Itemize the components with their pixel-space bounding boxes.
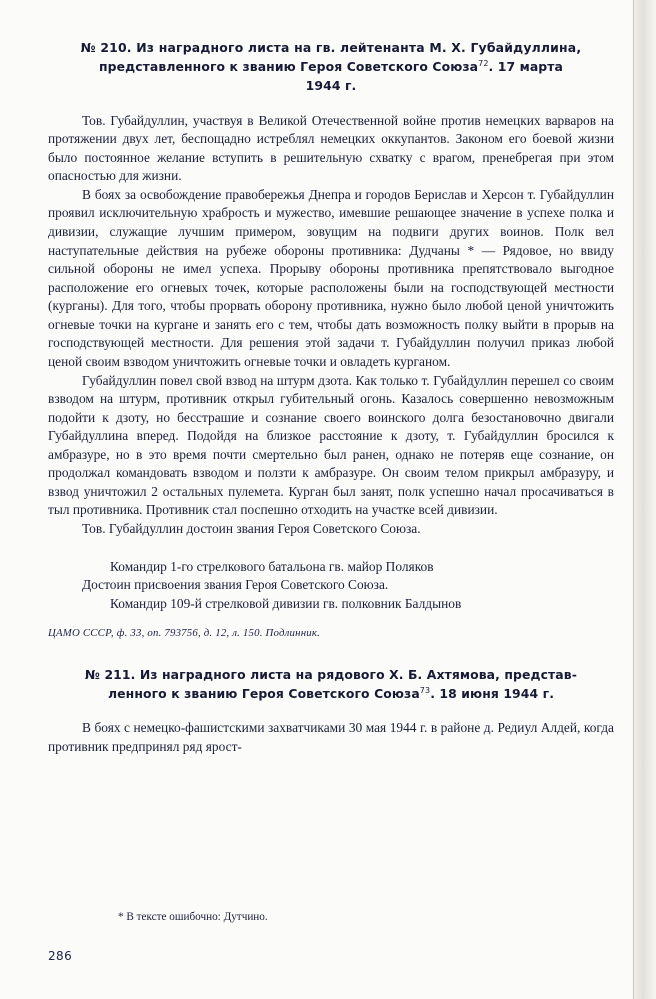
document-211-block [48, 665, 614, 757]
document-211-heading-line-2-tail: . 18 июня 1944 г. [430, 686, 555, 702]
document-210-heading-line-2-tail: . 17 марта [488, 59, 564, 75]
signature-line-commander-battalion: Командир 1-го стрелкового батальона гв. майор Поляков [110, 558, 434, 574]
signature-line-award-confirmation: Достоин присвоения звания Героя Советского Союза. [82, 577, 389, 593]
footnote-marker-73: 73 [419, 685, 431, 695]
footnote-text: * В тексте ошибочно: Дутчино. [118, 911, 268, 923]
page-number: 286 [48, 949, 73, 963]
document-210-signatures [48, 549, 614, 614]
scan-edge-shadow [634, 0, 656, 999]
document-210-source-reference: ЦАМО СССР, ф. 33, оп. 793756, д. 12, л. 150. Подлинник. [48, 626, 321, 639]
document-211-heading-line-2: ленного к званию Героя Советского Союза [107, 686, 420, 702]
scan-edge-line [633, 0, 634, 999]
document-210-heading-line-1: № 210. Из наградного листа на гв. лейтенанта М. Х. Губайдуллина, [80, 40, 582, 55]
document-210-paragraph-3: Губайдуллин повел свой взвод на штурм дзота. Как только т. Губайдуллин перешел со своим взводом на штурм, противник открыл губительный огонь. Казалось совершенно невозможным подойти к дзоту, но бесстрашие и сознание своего воинского долга безостановочно двигали Губайдуллина вперед. Подойдя на близкое расстояние к дзоту, т. Губайдуллин бросился к амбразуре, но в это время почти смертельно был ранен, однако не потеряв еще сознание, он продолжал командовать взводом и ползти к амбразуре. Он своим телом прикрыл амбразуру, и взвод уничтожил 2 остальных пулемета. Курган был занят, полк успешно начал просачиваться в тыл противника. Противник стал поспешно отходить на участке всей дивизии. [48, 372, 614, 518]
page-content [48, 38, 614, 756]
document-210-paragraph-2: В боях за освобождение правобережья Днепра и городов Берислав и Херсон т. Губайдуллин проявил исключительную храбрость и мужество, имевшие решающее значение в успехе полка и дивизии, служащие лучшим примером, зовущим на подвиги других воинов. Полк вел наступательные действия на рубеже обороны противника: Дудчаны * — Рядовое, но ввиду сильной обороны не имел успеха. Прорыву обороны противника препятствовало выгодное расположение его огневых точек, которые расположены были на господствующей местности (курганы). Для того, чтобы прорвать оборону противника, нужно было любой ценой уничтожить огневые точки на кургане и занять его с тем, чтобы дать возможность полку выйти в прорыв на господствующей местности. Для решения этой задачи т. Губайдуллин получил приказ любой ценой своим взводом уничтожить огневые точки и овладеть курганом. [48, 186, 614, 369]
document-210-paragraph-4: Тов. Губайдуллин достоин звания Героя Советского Союза. [82, 521, 421, 537]
footnote-marker-72: 72 [478, 59, 489, 69]
footnote-area [48, 895, 614, 923]
document-210-heading [48, 38, 614, 96]
document-210-heading-line-2: представленного к званию Героя Советского Союза [98, 59, 479, 75]
document-211-paragraph-1: В боях с немецко-фашистскими захватчиками 30 мая 1944 г. в районе д. Редиул Алдей, когда противник предпринял ряд ярост- [48, 720, 614, 754]
document-211-heading [48, 665, 614, 703]
document-211-heading-line-1: № 211. Из наградного листа на рядового Х. Б. Ахтямова, представ- [85, 666, 577, 682]
document-210-heading-line-3: 1944 г. [305, 78, 357, 94]
signature-line-commander-division: Командир 109-й стрелковой дивизии гв. полковник Балдынов [110, 596, 462, 612]
document-210-paragraph-1: Тов. Губайдуллин, участвуя в Великой Отечественной войне против немецких варваров на протяжении двух лет, беспощадно истреблял немецких оккупантов. Законом его боевой жизни было постоянное желание вступить в решительную схватку с врагом, пренебрегая при этом опасностью для жизни. [48, 112, 614, 184]
